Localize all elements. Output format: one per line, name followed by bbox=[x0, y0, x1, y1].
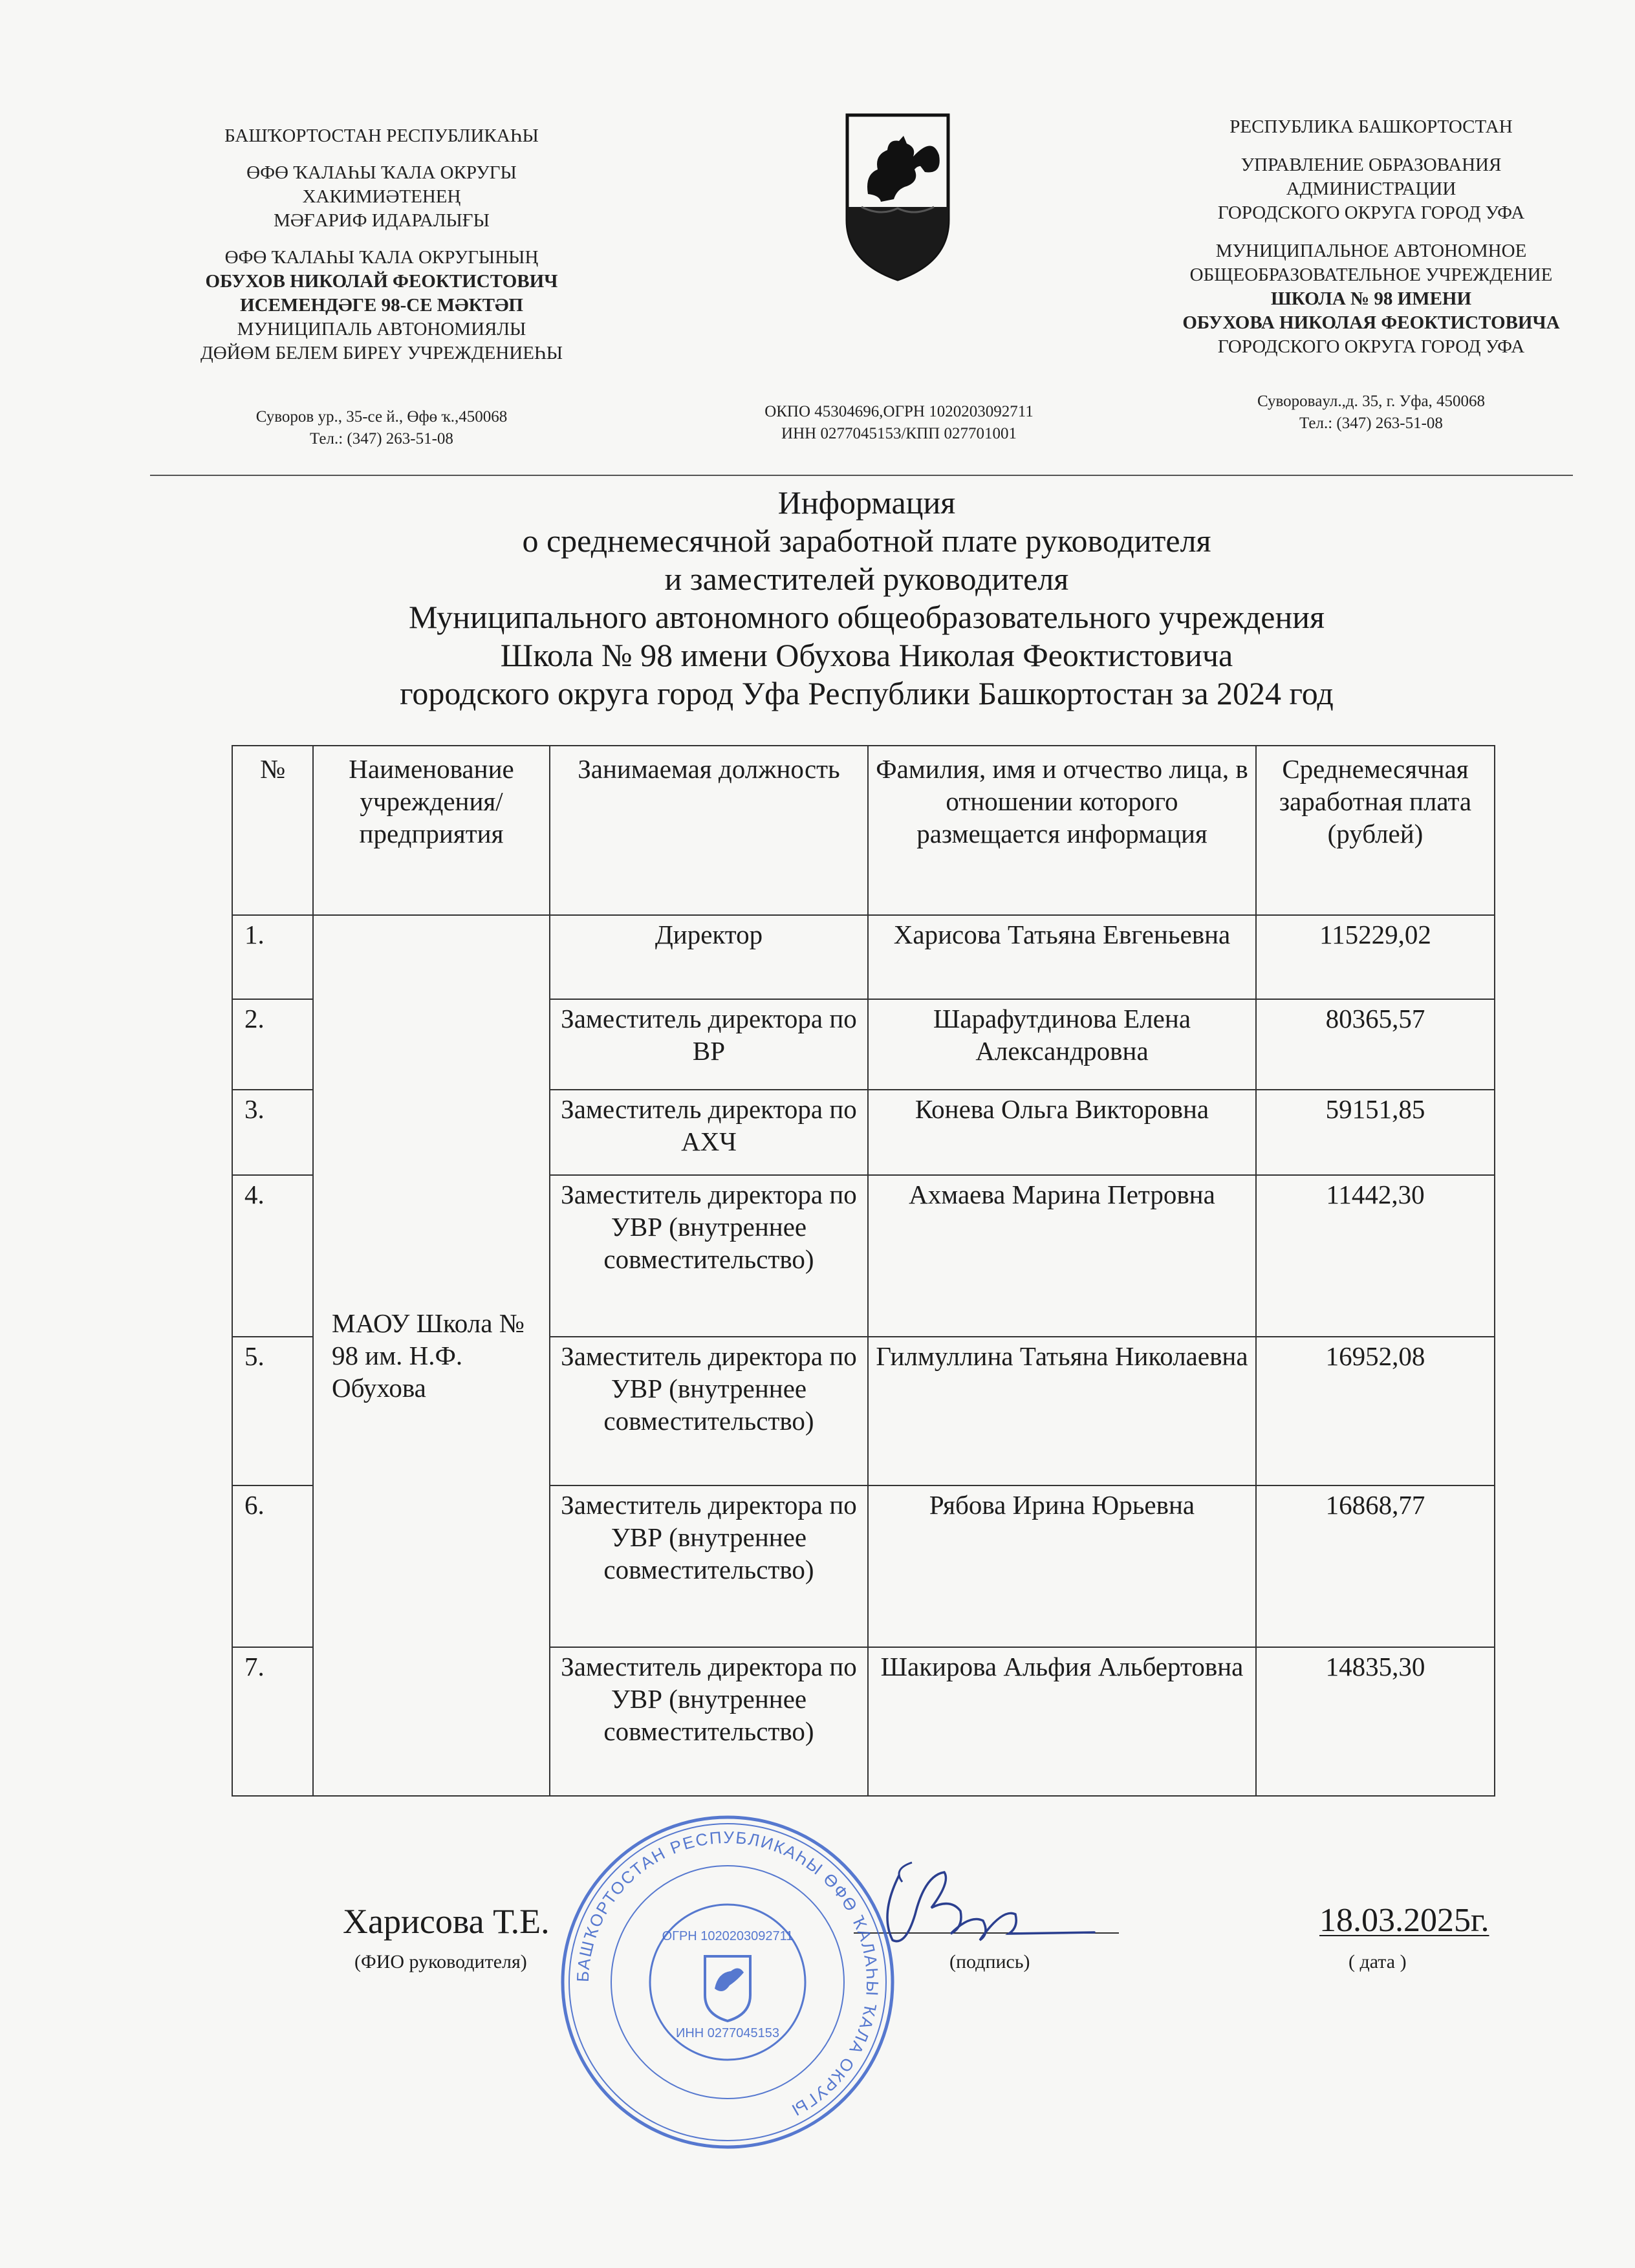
salary-cell: 80365,57 bbox=[1256, 999, 1495, 1090]
header-right-line: УПРАВЛЕНИЕ ОБРАЗОВАНИЯ bbox=[1240, 155, 1502, 175]
header-left-line: ОБУХОВ НИКОЛАЙ ФЕОКТИСТОВИЧ bbox=[205, 271, 558, 292]
official-stamp bbox=[556, 1811, 899, 2154]
table-row bbox=[232, 915, 1495, 999]
header-right bbox=[1138, 115, 1604, 359]
salary-cell: 14835,30 bbox=[1256, 1647, 1495, 1796]
name-cell: Шарафутдинова Елена Александровна bbox=[868, 999, 1256, 1090]
header-left-line: МӘҒАРИФ ИДАРАЛЫҒЫ bbox=[274, 210, 490, 231]
column-header: № bbox=[232, 746, 313, 915]
table-header-row bbox=[232, 746, 1495, 915]
position-cell: Заместитель директора по УВР (внутреннее совместительство) bbox=[550, 1337, 868, 1485]
position-cell: Заместитель директора по АХЧ bbox=[550, 1090, 868, 1175]
row-number: 3. bbox=[232, 1090, 313, 1175]
header-right-line: ОБЩЕОБРАЗОВАТЕЛЬНОЕ УЧРЕЖДЕНИЕ bbox=[1189, 265, 1553, 285]
salary-cell: 59151,85 bbox=[1256, 1090, 1495, 1175]
header-right-line: ГОРОДСКОГО ОКРУГА ГОРОД УФА bbox=[1217, 202, 1525, 223]
header-divider bbox=[150, 475, 1573, 476]
title-line: городского округа город Уфа Республики Башкортостан за 2024 год bbox=[400, 675, 1334, 711]
header-right-line: ШКОЛА № 98 ИМЕНИ bbox=[1270, 288, 1472, 309]
phone-text: Тел.: (347) 263-51-08 bbox=[1299, 415, 1443, 432]
organization-cell: МАОУ Школа № 98 им. Н.Ф. Обухова bbox=[313, 915, 550, 1796]
header-right-line: МУНИЦИПАЛЬНОЕ АВТОНОМНОЕ bbox=[1215, 241, 1527, 261]
header-left-line: ӨФӨ ҠАЛАҺЫ ҠАЛА ОКРУГЫ bbox=[246, 162, 517, 183]
stamp-emblem-icon bbox=[705, 1956, 750, 2021]
salary-cell: 115229,02 bbox=[1256, 915, 1495, 999]
row-number: 2. bbox=[232, 999, 313, 1090]
header-left-line: БАШҠОРТОСТАН РЕСПУБЛИКАҺЫ bbox=[224, 125, 539, 146]
position-cell: Заместитель директора по УВР (внутреннее совместительство) bbox=[550, 1485, 868, 1647]
name-cell: Харисова Татьяна Евгеньевна bbox=[868, 915, 1256, 999]
header-left-line: ӨФӨ ҠАЛАҺЫ ҠАЛА ОКРУГЫНЫҢ bbox=[224, 247, 539, 268]
header-left-line: ХАКИМИӘТЕНЕҢ bbox=[302, 186, 461, 207]
header-requisites bbox=[718, 401, 1080, 445]
row-number: 6. bbox=[232, 1485, 313, 1647]
position-cell: Директор bbox=[550, 915, 868, 999]
header-left-line: МУНИЦИПАЛЬ АВТОНОМИЯЛЫ bbox=[237, 319, 526, 340]
salary-table bbox=[232, 745, 1495, 1797]
stamp-ogrn: ОГРН 1020203092711 bbox=[662, 1929, 794, 1943]
name-cell: Гилмуллина Татьяна Николаевна bbox=[868, 1337, 1256, 1485]
column-header: Занимаемая должность bbox=[550, 746, 868, 915]
name-cell: Ахмаева Марина Петровна bbox=[868, 1175, 1256, 1337]
position-cell: Заместитель директора по УВР (внутреннее совместительство) bbox=[550, 1647, 868, 1796]
name-cell: Конева Ольга Викторовна bbox=[868, 1090, 1256, 1175]
header-right-line: РЕСПУБЛИКА БАШКОРТОСТАН bbox=[1229, 116, 1513, 137]
column-header: Фамилия, имя и отчество лица, в отношении которого размещается информация bbox=[868, 746, 1256, 915]
row-number: 4. bbox=[232, 1175, 313, 1337]
signature-date: 18.03.2025г. bbox=[1319, 1902, 1489, 1939]
header-right-line: ГОРОДСКОГО ОКРУГА ГОРОД УФА bbox=[1217, 336, 1525, 357]
signature-caption: (подпись) bbox=[949, 1951, 1030, 1972]
title-line: Информация bbox=[777, 484, 956, 521]
date-caption: ( дата ) bbox=[1348, 1951, 1407, 1972]
name-cell: Рябова Ирина Юрьевна bbox=[868, 1485, 1256, 1647]
document-title bbox=[155, 484, 1578, 713]
stamp-outer-text: БАШҠОРТОСТАН РЕСПУБЛИКАҺЫ ӨФӨ ҠАЛАҺЫ ҠАЛА ОКРУГЫ bbox=[572, 1827, 883, 2121]
salary-cell: 16868,77 bbox=[1256, 1485, 1495, 1647]
column-header: Наименование учреждения/ предприятия bbox=[313, 746, 550, 915]
header-left-line: ДӨЙӨМ БЕЛЕМ БИРЕҮ УЧРЕЖДЕНИЕҺЫ bbox=[200, 343, 563, 363]
inn-text: ИНН 0277045153/КПП 027701001 bbox=[781, 425, 1017, 442]
salary-cell: 11442,30 bbox=[1256, 1175, 1495, 1337]
header-right-address bbox=[1164, 391, 1578, 435]
name-cell: Шакирова Альфия Альбертовна bbox=[868, 1647, 1256, 1796]
row-number: 7. bbox=[232, 1647, 313, 1796]
title-line: Муниципального автономного общеобразовательного учреждения bbox=[408, 599, 1325, 635]
title-line: и заместителей руководителя bbox=[664, 561, 1069, 597]
title-line: Школа № 98 имени Обухова Николая Феоктистовича bbox=[500, 637, 1233, 673]
header-left-line: ИСЕМЕНДӘГЕ 98-СЕ МӘКТӘП bbox=[240, 295, 523, 316]
salary-cell: 16952,08 bbox=[1256, 1337, 1495, 1485]
header-right-line: АДМИНИСТРАЦИИ bbox=[1286, 178, 1456, 199]
row-number: 5. bbox=[232, 1337, 313, 1485]
title-line: о среднемесячной заработной плате руководителя bbox=[522, 523, 1211, 559]
name-caption: (ФИО руководителя) bbox=[354, 1951, 527, 1972]
position-cell: Заместитель директора по ВР bbox=[550, 999, 868, 1090]
header-left bbox=[149, 124, 614, 365]
director-name: Харисова Т.Е. bbox=[343, 1902, 550, 1941]
header-left-address bbox=[194, 406, 569, 450]
phone-text: Тел.: (347) 263-51-08 bbox=[310, 430, 453, 448]
ogrn-text: ОКПО 45304696,ОГРН 1020203092711 bbox=[764, 403, 1034, 420]
stamp-inn: ИНН 0277045153 bbox=[675, 2026, 780, 2040]
row-number: 1. bbox=[232, 915, 313, 999]
position-cell: Заместитель директора по УВР (внутреннее совместительство) bbox=[550, 1175, 868, 1337]
column-header: Среднемесячная заработная плата (рублей) bbox=[1256, 746, 1495, 915]
header-right-line: ОБУХОВА НИКОЛАЯ ФЕОКТИСТОВИЧА bbox=[1182, 312, 1560, 333]
address-text: Суворовaул.,д. 35, г. Уфа, 450068 bbox=[1257, 393, 1486, 410]
coat-of-arms-emblem bbox=[842, 110, 953, 285]
address-text: Суворов ур., 35-се й., Өфө ҡ.,450068 bbox=[255, 408, 508, 426]
